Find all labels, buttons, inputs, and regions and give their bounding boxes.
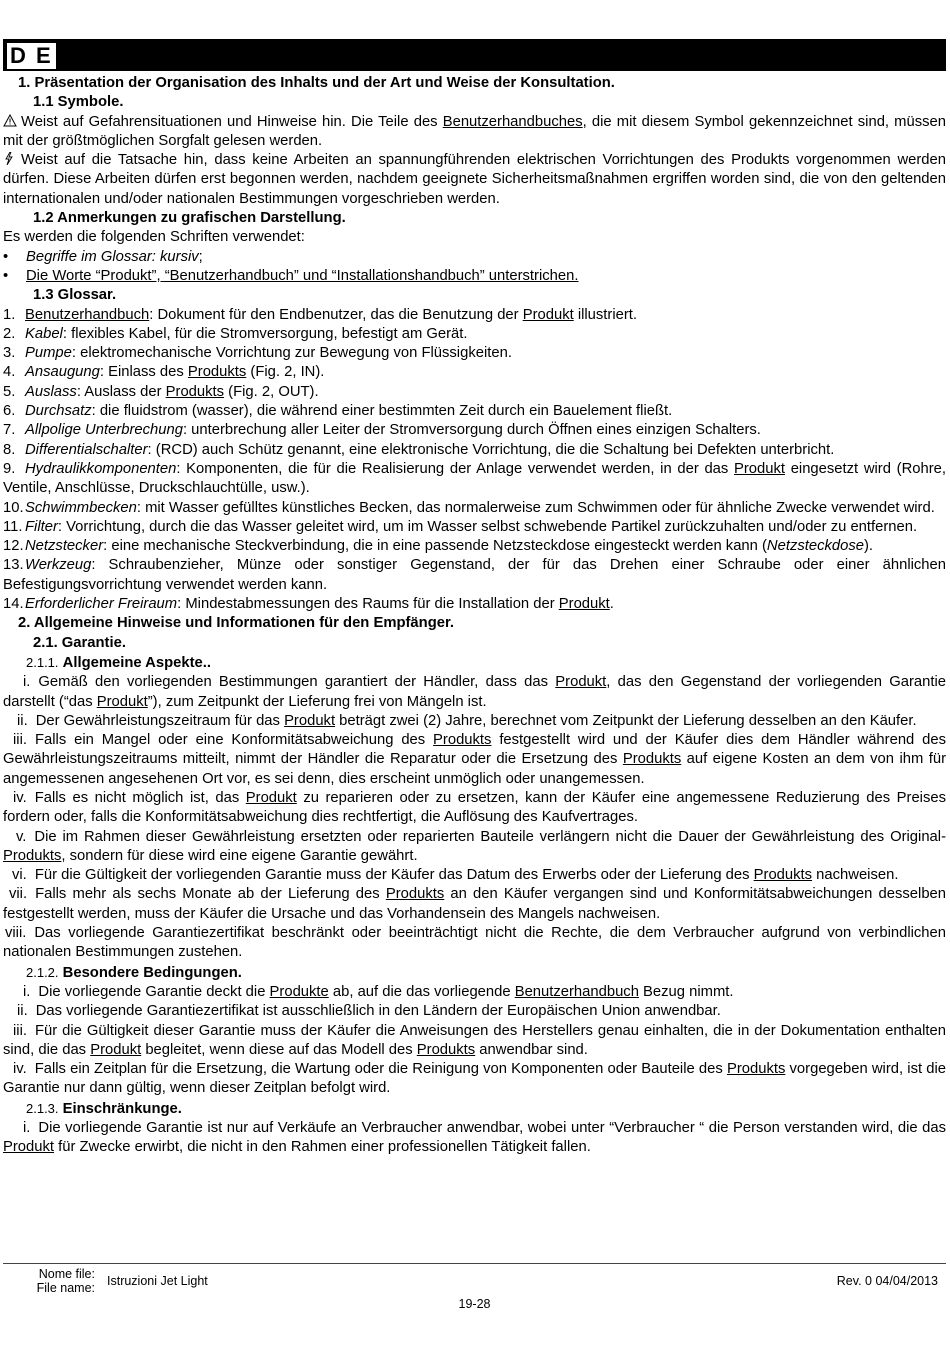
list-number: i. <box>23 983 31 1000</box>
glossary-number: 2. <box>3 325 16 342</box>
lightning-bolt-icon <box>3 152 15 165</box>
warranty-general-item: viii. Das vorliegende Garantiezertifikat beschränkt oder beeinträchtigt nicht die Rechte, die dem Verbraucher aufgrund von verbindlichen nationalen Bestimmungen zustehen. <box>3 925 946 961</box>
glossary-term: Hydraulikkomponenten <box>25 460 177 477</box>
glossary-number: 1. <box>3 306 16 323</box>
warranty-special-item: iii. Für die Gültigkeit dieser Garantie muss der Käufer die Anweisungen des Herstellers genau einhalten, die in der Dokumentation enthalten sind, die das Produkt begleitet, wenn diese auf das Modell des Produkts anwendbar sind. <box>3 1022 946 1058</box>
section-2-1-3-title: 2.1.3. Einschränkunge. <box>26 1100 182 1117</box>
glossary-number: 10. <box>3 499 24 516</box>
warranty-general-list <box>3 673 946 962</box>
glossary-list <box>3 306 946 615</box>
warranty-general-item: vi. Für die Gültigkeit der vorliegenden Garantie muss der Käufer das Datum des Erwerbs oder der Lieferung des Produkts nachweisen. <box>3 866 946 885</box>
warranty-general-item: iv. Falls es nicht möglich ist, das Produkt zu reparieren oder zu ersetzen, kann der Käufer eine angemessene Reduzierung des Preises fordern oder, falls die Konformitätsabweichung dies rechtfertigt, die Auflösung des Kaufvertrages. <box>3 789 946 826</box>
glossary-term: Netzstecker <box>25 538 104 555</box>
glossary-term: Auslass <box>25 383 77 400</box>
section-1-1-title: 1.1 Symbole. <box>33 94 124 111</box>
glossary-item: 10.Schwimmbecken: mit Wasser gefülltes künstliches Becken, das normalerweise zum Schwimmen oder für ähnliche Zwecke verwendet wird. <box>3 499 946 518</box>
glossary-item: 12.Netzstecker: eine mechanische Steckverbindung, die in eine passende Netzsteckdose eingesteckt werden kann (Netzsteckdose). <box>3 537 946 556</box>
bullet-italic: • Begriffe im Glossar: kursiv; <box>3 248 203 265</box>
warranty-general-item: vii. Falls mehr als sechs Monate ab der Lieferung des Produkts an den Käufer vergangen sind und Konformitätsabweichungen desselben festgestellt werden, muss der Käufer die Ursache und das Vorhandensein des Mangels nachweisen. <box>3 886 947 922</box>
glossary-term: Benutzerhandbuch <box>25 306 150 323</box>
list-number: iv. <box>13 1061 27 1078</box>
glossary-term: Werkzeug <box>25 557 92 574</box>
section-2-1-1-title: 2.1.1. Allgemeine Aspekte.. <box>26 654 211 671</box>
glossary-item: 6. Durchsatz: die fluidstrom (wasser), die während einer bestimmten Zeit durch ein Bauelement fließt. <box>3 402 946 421</box>
section-1-3-title: 1.3 Glossar. <box>33 287 117 304</box>
warranty-limits-list <box>3 1119 946 1158</box>
list-number: iii. <box>13 732 27 749</box>
page-footer <box>3 1263 946 1311</box>
glossary-item: 4. Ansaugung: Einlass des Produkts (Fig. 2, IN). <box>3 363 946 382</box>
glossary-number: 4. <box>3 364 16 381</box>
glossary-item: 14.Erforderlicher Freiraum: Mindestabmessungen des Raums für die Installation der Produkt. <box>3 595 946 614</box>
list-number: iv. <box>13 789 27 806</box>
warranty-general-item: ii. Der Gewährleistungszeitraum für das Produkt beträgt zwei (2) Jahre, berechnet vom Zeitpunkt der Lieferung desselben an den Käufer. <box>3 712 946 731</box>
list-number: iii. <box>13 1022 27 1039</box>
glossary-term: Erforderlicher Freiraum <box>25 596 178 613</box>
glossary-number: 3. <box>3 345 16 362</box>
glossary-term: Filter <box>25 518 58 535</box>
footer-file-name: Istruzioni Jet Light <box>107 1274 208 1288</box>
symbol-warning-paragraph: Weist auf Gefahrensituationen und Hinweise hin. Die Teile des Benutzerhandbuches, die mit diesem Symbol gekennzeichnet sind, müssen mit der größtmöglichen Sorgfalt gelesen werden. <box>3 113 946 149</box>
document-page <box>3 39 946 1158</box>
glossary-number: 11. <box>3 518 23 535</box>
glossary-term: Kabel <box>25 325 63 342</box>
symbol-voltage-paragraph: Weist auf die Tatsache hin, dass keine Arbeiten an spannungführenden elektrischen Vorrichtungen des Produkts vorgenommen werden dürfen. Diese Arbeiten dürfen erst begonnen werden, nachdem geeignete Sicherheitsmaßnahmen ergriffen worden sind, die von den geltenden internationalen und/oder nationalen Bestimmungen vorgeschrieben werden. <box>3 152 946 207</box>
glossary-item: 3. Pumpe: elektromechanische Vorrichtung zur Bewegung von Flüssigkeiten. <box>3 344 946 363</box>
page-number: 19-28 <box>458 1297 491 1311</box>
list-number: ii. <box>17 1003 28 1020</box>
list-number: v. <box>16 828 27 845</box>
glossary-item: 5. Auslass: Auslass der Produkts (Fig. 2, OUT). <box>3 383 946 402</box>
list-number: i. <box>23 1120 31 1137</box>
glossary-term: Differentialschalter <box>25 441 148 458</box>
glossary-item: 8. Differentialschalter: (RCD) auch Schütz genannt, eine elektronische Vorrichtung, die die Schaltung bei Defekten unterbricht. <box>3 441 946 460</box>
glossary-number: 5. <box>3 383 16 400</box>
warning-triangle-icon <box>3 114 17 127</box>
glossary-term: Ansaugung <box>25 364 100 381</box>
section-1-2-title: 1.2 Anmerkungen zu grafischen Darstellung. <box>33 210 346 227</box>
warranty-limits-item: i. Die vorliegende Garantie ist nur auf Verkäufe an Verbraucher anwendbar, wobei unter “Verbraucher “ die Person verstanden wird, die das Produkt für Zwecke erwirbt, die nicht in den Rahmen einer professionellen Tätigkeit fallen. <box>3 1120 946 1156</box>
warranty-general-item: i. Gemäß den vorliegenden Bestimmungen garantiert der Händler, dass das Produkt, das den Gegenstand der vorliegenden Garantie darstellt (“das Produkt”), zum Zeitpunkt der Lieferung frei von Mängeln ist. <box>3 674 946 710</box>
section-2-1-2-title: 2.1.2. Besondere Bedingungen. <box>26 964 242 981</box>
warranty-special-item: ii. Das vorliegende Garantiezertifikat ist ausschließlich in den Ländern der Europäischen Union anwendbar. <box>3 1002 946 1021</box>
glossary-item: 1. Benutzerhandbuch: Dokument für den Endbenutzer, das die Benutzung der Produkt illustriert. <box>3 306 946 325</box>
glossary-number: 14. <box>3 596 24 613</box>
footer-revision: Rev. 0 04/04/2013 <box>836 1274 938 1288</box>
glossary-term: Durchsatz <box>25 403 92 420</box>
glossary-item: 13.Werkzeug: Schraubenzieher, Münze oder sonstiger Gegenstand, der für das Drehen einer Schraube oder einer ähnlichen Befestigungsvorrichtung verwendet werden kann. <box>3 557 946 593</box>
glossary-term: Allpolige Unterbrechung <box>25 422 183 439</box>
section-2-1-title: 2.1. Garantie. <box>33 634 126 651</box>
language-code: D E <box>7 43 56 69</box>
footer-labels: Nome file: File name: <box>36 1267 95 1295</box>
glossary-number: 8. <box>3 441 16 458</box>
warranty-special-list <box>3 983 946 1099</box>
glossary-item: 2. Kabel: flexibles Kabel, für die Stromversorgung, befestigt am Gerät. <box>3 325 946 344</box>
warranty-general-item: v. Die im Rahmen dieser Gewährleistung ersetzten oder reparierten Bauteile verlängern nicht die Dauer der Gewährleistung des Original-Produkts, sondern für diese wird eine eigene Garantie gewährt. <box>3 828 946 864</box>
glossary-number: 7. <box>3 422 16 439</box>
list-number: vii. <box>9 886 28 903</box>
list-number: ii. <box>17 712 28 729</box>
glossary-term: Pumpe <box>25 345 72 362</box>
glossary-number: 6. <box>3 403 16 420</box>
warranty-special-item: iv. Falls ein Zeitplan für die Ersetzung, die Wartung oder die Reinigung von Komponenten oder Bauteile des Produkts vorgegeben wird, ist die Garantie nur dann gültig, wenn dieser Zeitplan befolgt wird. <box>3 1061 947 1097</box>
glossary-term: Schwimmbecken <box>25 499 137 516</box>
list-number: viii. <box>5 925 27 942</box>
section-2-title: 2. Allgemeine Hinweise und Informationen für den Empfänger. <box>18 615 455 632</box>
glossary-item: 9. Hydraulikkomponenten: Komponenten, die für die Realisierung der Anlage verwendet werden, in der das Produkt eingesetzt wird (Rohre, Ventile, Anschlüsse, Druckschlauchtülle, usw.). <box>3 460 946 497</box>
glossary-number: 9. <box>3 460 16 477</box>
language-header-bar <box>3 39 946 71</box>
glossary-item: 11. Filter: Vorrichtung, durch die das Wasser geleitet wird, um im Wasser selbst schwebende Partikel zurückzuhalten und/oder zu entfernen. <box>3 518 946 537</box>
warranty-special-item: i. Die vorliegende Garantie deckt die Produkte ab, auf die das vorliegende Benutzerhandbuch Bezug nimmt. <box>3 983 946 1002</box>
section-1-title: 1. Präsentation der Organisation des Inhalts und der Art und Weise der Konsultation. <box>18 75 615 91</box>
glossary-number: 12. <box>3 538 24 555</box>
list-number: vi. <box>12 867 27 884</box>
fonts-intro: Es werden die folgenden Schriften verwendet: <box>3 229 305 246</box>
warranty-general-item: iii. Falls ein Mangel oder eine Konformitätsabweichung des Produkts festgestellt wird und der Käufer dies dem Händler während des Gewährleistungszeitraums mitteilt, nimmt der Händler die Reparatur oder die Ersetzung des Produkts auf eigene Kosten an dem von ihm für angemessenen angesehenen Ort vor, es sei denn, dies erscheint unmöglich oder unangemessen. <box>3 732 946 787</box>
glossary-item: 7. Allpolige Unterbrechung: unterbrechung aller Leiter der Stromversorgung durch Öffnen eines einzigen Schalters. <box>3 421 946 440</box>
document-body <box>3 74 946 1158</box>
glossary-number: 13. <box>3 557 24 574</box>
bullet-underline: • Die Worte “Produkt”, “Benutzerhandbuch” und “Installationshandbuch” unterstrichen. <box>3 267 579 284</box>
list-number: i. <box>23 674 31 691</box>
